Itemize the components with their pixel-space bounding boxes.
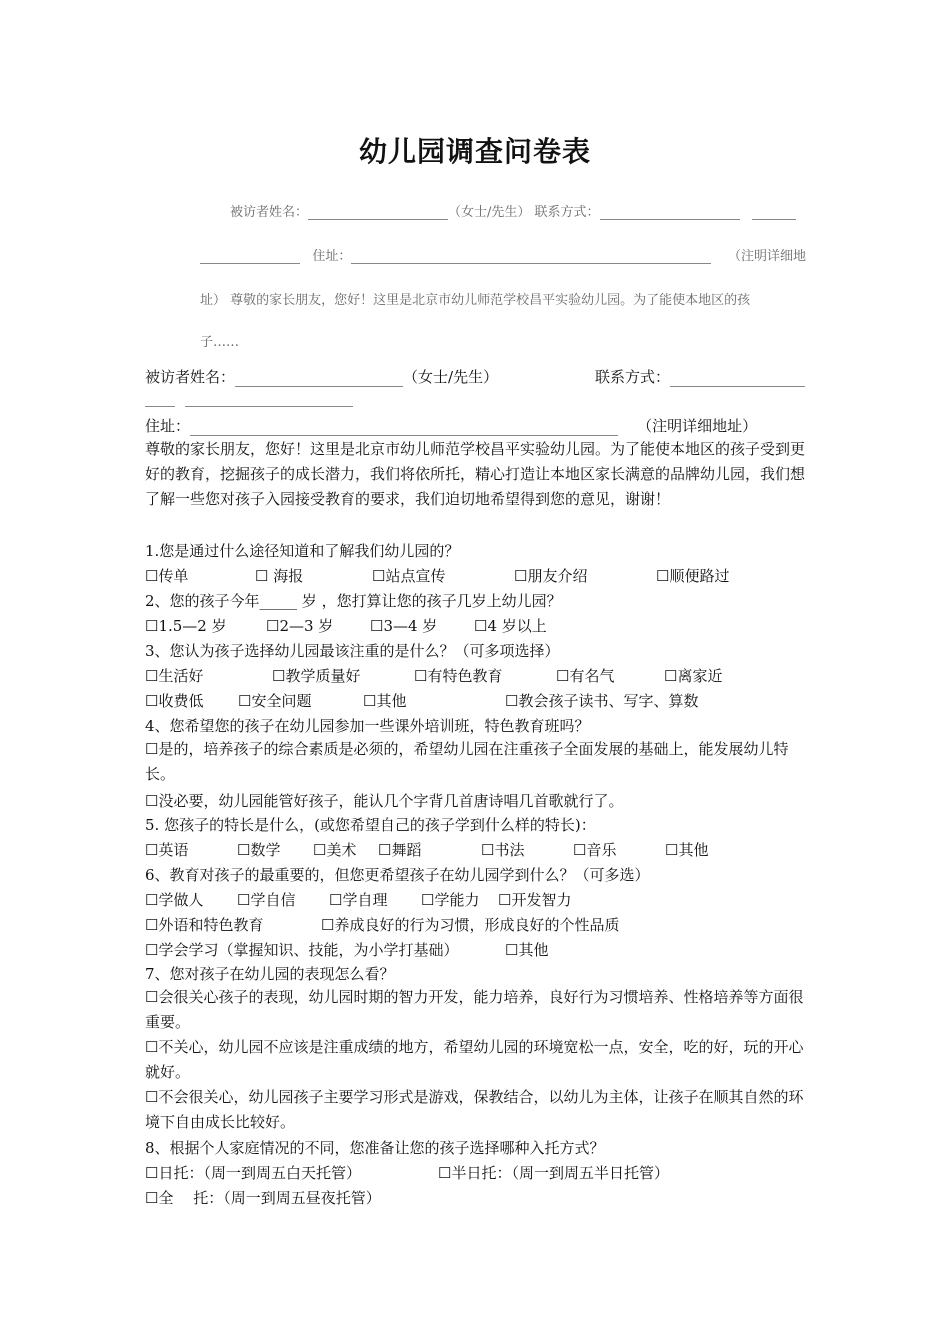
- summary-line-2: [200, 245, 806, 264]
- q3-option-life[interactable]: ☐生活好: [145, 667, 204, 685]
- q6-option-other[interactable]: ☐其他: [505, 941, 549, 959]
- q6-option-self-care[interactable]: ☐学自理: [329, 891, 388, 909]
- q2-option-4[interactable]: ☐4 岁以上: [474, 617, 547, 635]
- summary-line-3: 址） 尊敬的家长朋友，您好！这里是北京市幼儿师范学校昌平实验幼儿园。为了能使本地区的孩: [200, 293, 751, 308]
- q1-option-friend[interactable]: ☐朋友介绍: [514, 567, 588, 585]
- q8-text: 8、根据个人家庭情况的不同，您准备让您的孩子选择哪种入托方式？: [145, 1139, 605, 1157]
- q1-option-station[interactable]: ☐站点宣传: [372, 567, 446, 585]
- q5-option-calligraphy[interactable]: ☐书法: [481, 841, 525, 859]
- q2-option-1[interactable]: ☐1.5—2 岁: [145, 617, 227, 635]
- q1-option-passing[interactable]: ☐顺便路过: [656, 567, 730, 585]
- q8-option-halfday[interactable]: ☐半日托：（周一到周五半日托管）: [438, 1164, 669, 1182]
- q3-option-near[interactable]: ☐离家近: [664, 667, 723, 685]
- q5-text: 5. 您孩子的特长是什么，(或您希望自己的孩子学到什么样的特长)：: [145, 816, 596, 834]
- summary-contact-blank-2: [752, 205, 796, 220]
- q1-option-flyer[interactable]: ☐传单: [145, 567, 189, 585]
- q3-option-special[interactable]: ☐有特色教育: [414, 667, 503, 685]
- address-label: 住址：: [145, 417, 191, 435]
- q3-option-famous[interactable]: ☐有名气: [556, 667, 615, 685]
- summary-address-blank: [351, 249, 711, 264]
- q6-option-intelligence[interactable]: ☐开发智力: [498, 891, 572, 909]
- q2-text: 2、您的孩子今年_____ 岁 ，您打算让您的孩子几岁上幼儿园？: [145, 592, 562, 610]
- gender-label: （女士/先生）: [403, 368, 499, 386]
- contact-blank-cont-2: [185, 392, 353, 407]
- q4-text: 4、您希望您的孩子在幼儿园参加一些课外培训班，特色教育班吗？: [145, 717, 590, 735]
- q6-option-confidence[interactable]: ☐学自信: [237, 891, 296, 909]
- contact-blank-cont: [145, 392, 175, 407]
- intro-paragraph: 尊敬的家长朋友，您好！这里是北京市幼儿师范学校昌平实验幼儿园。为了能使本地区的孩子受到更好的教育，挖掘孩子的成长潜力，我们将依所托，精心打造让本地区家长满意的品牌幼儿园，我们想了解一些您对孩子入园接受教育的要求，我们迫切地希望得到您的意见，谢谢！: [145, 440, 806, 508]
- q3-option-literacy[interactable]: ☐教会孩子读书、写字、算数: [505, 692, 699, 710]
- q5-option-other[interactable]: ☐其他: [665, 841, 709, 859]
- address-field-row: [145, 415, 757, 436]
- contact-field-row: [595, 366, 805, 387]
- summary-gender: （女士/先生）: [448, 205, 531, 220]
- summary-name-blank: [308, 205, 448, 220]
- q5-option-dance[interactable]: ☐舞蹈: [378, 841, 422, 859]
- contact-label: 联系方式：: [595, 368, 671, 386]
- q2-option-3[interactable]: ☐3—4 岁: [370, 617, 438, 635]
- summary-contact-blank: [600, 205, 740, 220]
- contact-blank[interactable]: [670, 371, 805, 387]
- q6-option-language[interactable]: ☐外语和特色教育: [145, 916, 264, 934]
- page-title: 幼儿园调查问卷表: [358, 135, 591, 168]
- name-label: 被访者姓名：: [145, 368, 236, 386]
- q4-option-no[interactable]: ☐没必要，幼儿园能管好孩子，能认几个字背几首唐诗唱几首歌就行了。: [145, 792, 624, 810]
- q7-option-not-much[interactable]: ☐不会很关心，幼儿园孩子主要学习形式是游戏，保教结合，以幼儿为主体，让孩子在顺其自然的环境下自由成长比较好。: [145, 1088, 804, 1131]
- q3-option-teaching[interactable]: ☐教学质量好: [272, 667, 361, 685]
- summary-line-1: [230, 201, 796, 220]
- q3-text: 3、您认为孩子选择幼儿园最该注重的是什么？（可多项选择）: [145, 642, 560, 660]
- q3-option-cheap[interactable]: ☐收费低: [145, 692, 204, 710]
- address-note: （注明详细地址）: [637, 417, 758, 435]
- address-blank[interactable]: [190, 420, 618, 436]
- q6-option-habits[interactable]: ☐养成良好的行为习惯，形成良好的个性品质: [321, 916, 620, 934]
- q5-option-music[interactable]: ☐音乐: [573, 841, 617, 859]
- q1-text: 1.您是通过什么途径知道和了解我们幼儿园的？: [145, 542, 460, 560]
- name-blank[interactable]: [235, 371, 403, 387]
- q3-option-other[interactable]: ☐其他: [363, 692, 407, 710]
- summary-blank-3: [200, 249, 300, 264]
- summary-contact-label: 联系方式：: [534, 205, 600, 220]
- q6-option-behave[interactable]: ☐学做人: [145, 891, 204, 909]
- summary-line-4: 子……: [200, 335, 240, 350]
- summary-address-label: 住址：: [312, 249, 352, 264]
- q6-text: 6、教育对孩子的最重要的，但您更希望孩子在幼儿园学到什么？（可多选）: [145, 866, 650, 884]
- q3-option-safety[interactable]: ☐安全问题: [238, 692, 312, 710]
- q7-option-care[interactable]: ☐会很关心孩子的表现，幼儿园时期的智力开发，能力培养，良好行为习惯培养、性格培养等方面很重要。: [145, 988, 804, 1031]
- q8-option-daycare[interactable]: ☐日托：（周一到周五白天托管）: [145, 1164, 361, 1182]
- q7-text: 7、您对孩子在幼儿园的表现怎么看？: [145, 965, 395, 983]
- q5-option-english[interactable]: ☐英语: [145, 841, 189, 859]
- q7-option-not-care[interactable]: ☐不关心，幼儿园不应该是注重成绩的地方，希望幼儿园的环境宽松一点，安全，吃的好，玩的开心就好。: [145, 1038, 804, 1081]
- summary-address-note: （注明详细地: [727, 249, 806, 264]
- q5-option-art[interactable]: ☐美术: [313, 841, 357, 859]
- q2-option-2[interactable]: ☐2—3 岁: [266, 617, 334, 635]
- q1-option-poster[interactable]: ☐ 海报: [255, 567, 304, 585]
- q5-option-math[interactable]: ☐数学: [237, 841, 281, 859]
- q4-option-yes[interactable]: ☐是的，培养孩子的综合素质是必须的，希望幼儿园在注重孩子全面发展的基础上，能发展幼儿特长。: [145, 740, 789, 783]
- name-field-row: [145, 366, 498, 387]
- q6-option-learn[interactable]: ☐学会学习（掌握知识、技能，为小学打基础）: [145, 941, 459, 959]
- q6-option-ability[interactable]: ☐学能力: [421, 891, 480, 909]
- q8-option-fulltime[interactable]: ☐全 托：（周一到周五昼夜托管）: [145, 1189, 381, 1207]
- summary-name-label: 被访者姓名：: [230, 205, 309, 220]
